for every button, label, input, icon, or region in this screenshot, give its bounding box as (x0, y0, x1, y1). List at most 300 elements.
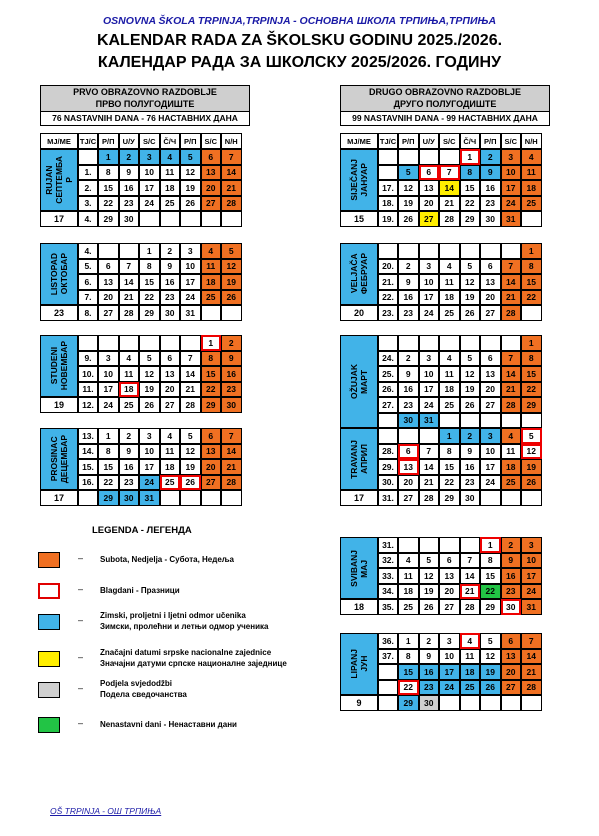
legend-swatch (38, 552, 60, 568)
week-number: 30. (378, 475, 398, 491)
day-cell: 29 (480, 599, 501, 615)
day-cell: 16 (480, 180, 501, 196)
day-cell: 2 (119, 149, 140, 165)
week-number: 31. (378, 537, 398, 553)
day-cell: 21 (419, 475, 440, 491)
day-cell: 9 (221, 351, 242, 367)
week-number (378, 413, 398, 429)
day-cell: 19 (398, 196, 419, 212)
month-name: VELJAČA ФЕБРУАР (349, 253, 369, 295)
day-cell: 8 (480, 553, 501, 569)
day-cell: 4 (160, 428, 181, 444)
day-cell (180, 490, 201, 506)
day-cell: 11 (439, 274, 460, 290)
day-cell: 18 (160, 459, 181, 475)
month-label (340, 149, 378, 211)
month-name: LIPANJ ЈУН (349, 649, 369, 679)
week-number: 18. (378, 196, 398, 212)
day-cell (119, 335, 140, 351)
day-cell: 21 (439, 196, 460, 212)
day-cell: 31 (139, 490, 160, 506)
day-cell: 23 (480, 196, 501, 212)
day-cell: 2 (119, 428, 140, 444)
day-cell (501, 490, 522, 506)
day-cell: 28 (501, 397, 522, 413)
day-cell: 25 (160, 475, 181, 491)
day-cell (98, 335, 119, 351)
day-cell: 17 (139, 180, 160, 196)
day-cell: 23 (160, 290, 181, 306)
month-teaching-days: 20 (340, 305, 378, 321)
day-cell: 25 (460, 680, 481, 696)
day-cell: 3 (501, 149, 522, 165)
day-cell: 30 (119, 490, 140, 506)
day-cell: 28 (221, 475, 242, 491)
day-cell: 1 (201, 335, 222, 351)
day-cell: 14 (521, 649, 542, 665)
day-cell: 29 (460, 211, 481, 227)
week-number: 35. (378, 599, 398, 615)
week-number: 23. (378, 305, 398, 321)
day-header-cell: P/П (98, 133, 119, 149)
day-cell: 26 (480, 680, 501, 696)
day-cell: 4 (439, 351, 460, 367)
month-label (340, 537, 378, 599)
day-cell: 15 (439, 459, 460, 475)
month-label (340, 428, 378, 490)
day-cell: 16 (160, 274, 181, 290)
day-cell: 4 (160, 149, 181, 165)
day-cell: 9 (398, 366, 419, 382)
day-header-cell: S/C (439, 133, 460, 149)
day-cell: 18 (501, 459, 522, 475)
day-cell: 6 (501, 633, 522, 649)
day-cell: 1 (398, 633, 419, 649)
day-cell: 18 (460, 664, 481, 680)
day-cell (521, 413, 542, 429)
day-header-cell: TJ/C (78, 133, 98, 149)
day-cell: 25 (501, 475, 522, 491)
month-name: SIJEČANJ ЈАНУАР (349, 159, 369, 201)
day-cell: 17 (439, 664, 460, 680)
day-cell: 7 (501, 351, 522, 367)
day-cell: 20 (480, 382, 501, 398)
day-header-cell: P/П (398, 133, 419, 149)
day-cell (501, 413, 522, 429)
day-cell: 9 (460, 444, 481, 460)
day-cell: 26 (180, 196, 201, 212)
week-number (378, 695, 398, 711)
day-cell (501, 335, 522, 351)
day-cell: 19 (521, 459, 542, 475)
day-cell: 10 (480, 444, 501, 460)
legend-dash: – (78, 652, 84, 662)
day-cell: 11 (501, 444, 522, 460)
day-cell (501, 695, 522, 711)
legend-swatch (38, 682, 60, 698)
day-cell: 7 (501, 259, 522, 275)
day-cell: 2 (160, 243, 181, 259)
day-cell (460, 413, 481, 429)
day-cell (521, 305, 542, 321)
day-cell (180, 211, 201, 227)
day-cell: 1 (480, 537, 501, 553)
day-cell: 6 (98, 259, 119, 275)
week-number: 8. (78, 305, 98, 321)
month-teaching-days: 17 (40, 211, 78, 227)
day-cell: 1 (521, 335, 542, 351)
day-cell: 1 (98, 149, 119, 165)
day-cell (480, 490, 501, 506)
month-name: PROSINAC ДЕЦЕМБАР (49, 434, 69, 484)
semester-1-title: PRVO OBRAZOVNO RAZDOBLJE (73, 87, 217, 97)
day-cell: 22 (439, 475, 460, 491)
day-cell: 12 (221, 259, 242, 275)
day-cell: 10 (98, 366, 119, 382)
day-cell: 20 (419, 196, 440, 212)
day-cell: 23 (501, 584, 522, 600)
week-number (378, 149, 398, 165)
day-cell: 11 (160, 444, 181, 460)
day-cell: 5 (480, 633, 501, 649)
day-cell: 25 (521, 196, 542, 212)
week-number (378, 428, 398, 444)
day-cell (439, 149, 460, 165)
day-cell: 20 (398, 475, 419, 491)
day-cell (419, 537, 440, 553)
day-header-cell: N/H (221, 133, 242, 149)
day-header-cell: Č/Ч (460, 133, 481, 149)
day-cell (221, 305, 242, 321)
day-cell: 15 (98, 459, 119, 475)
day-cell: 29 (139, 305, 160, 321)
week-number: 3. (78, 196, 98, 212)
legend-label: Značajni datumi srpske nacionalne zajednice Значајни датуми српске националне заједнице (100, 648, 287, 668)
week-number: 4. (78, 211, 98, 227)
legend-label: Blagdani - Празници (100, 586, 180, 595)
day-cell: 15 (98, 180, 119, 196)
day-cell: 16 (460, 459, 481, 475)
week-number: 27. (378, 397, 398, 413)
semester-2-subtitle: ДРУГО ПОЛУГОДИШТЕ (393, 99, 497, 109)
day-cell: 12 (180, 444, 201, 460)
day-header-cell: S/C (139, 133, 160, 149)
month-label (340, 335, 378, 428)
day-cell: 25 (119, 397, 140, 413)
day-cell: 28 (419, 490, 440, 506)
day-cell: 20 (501, 664, 522, 680)
day-header-cell: U/У (119, 133, 140, 149)
day-cell: 5 (139, 351, 160, 367)
day-cell: 3 (419, 351, 440, 367)
day-cell: 16 (419, 664, 440, 680)
day-cell: 27 (98, 305, 119, 321)
legend-dash: – (78, 553, 84, 563)
day-cell: 4 (398, 553, 419, 569)
day-cell: 29 (439, 490, 460, 506)
day-cell: 13 (501, 649, 522, 665)
week-number (78, 490, 98, 506)
day-cell (521, 490, 542, 506)
week-number: 19. (378, 211, 398, 227)
day-cell: 2 (221, 335, 242, 351)
day-cell: 13 (480, 366, 501, 382)
day-cell: 17 (98, 382, 119, 398)
day-cell: 20 (201, 180, 222, 196)
week-number: 14. (78, 444, 98, 460)
week-number: 5. (78, 259, 98, 275)
day-cell: 31 (521, 599, 542, 615)
day-header-cell: S/C (501, 133, 522, 149)
week-number: 16. (78, 475, 98, 491)
legend-swatch (38, 651, 60, 667)
day-cell (439, 243, 460, 259)
day-cell (439, 537, 460, 553)
day-cell: 3 (139, 428, 160, 444)
day-cell: 6 (419, 165, 440, 181)
day-cell: 28 (439, 211, 460, 227)
day-cell: 19 (180, 459, 201, 475)
day-cell: 27 (439, 599, 460, 615)
day-cell: 12 (139, 366, 160, 382)
month-label (40, 428, 78, 490)
day-cell (139, 211, 160, 227)
week-number: 22. (378, 290, 398, 306)
day-cell: 11 (439, 366, 460, 382)
day-cell: 10 (139, 444, 160, 460)
day-cell: 25 (160, 196, 181, 212)
school-name: OSNOVNA ŠKOLA TRPINJA,TRPINJA - ОСНОВНА ШКОЛА ТРПИЊА,ТРПИЊА (102, 15, 497, 27)
week-number (378, 664, 398, 680)
day-cell (201, 305, 222, 321)
day-cell: 13 (439, 568, 460, 584)
day-cell: 4 (119, 351, 140, 367)
day-cell: 13 (201, 444, 222, 460)
day-cell: 7 (180, 351, 201, 367)
day-cell (419, 149, 440, 165)
day-cell: 7 (119, 259, 140, 275)
day-cell (460, 537, 481, 553)
day-cell (460, 243, 481, 259)
day-cell: 26 (221, 290, 242, 306)
day-cell: 28 (460, 599, 481, 615)
day-cell: 25 (398, 599, 419, 615)
day-cell: 18 (398, 584, 419, 600)
legend-dash: – (78, 584, 84, 594)
day-cell (439, 335, 460, 351)
month-label (340, 243, 378, 305)
day-cell (221, 211, 242, 227)
day-cell (480, 243, 501, 259)
day-cell: 4 (521, 149, 542, 165)
day-cell: 14 (119, 274, 140, 290)
day-cell: 12 (419, 568, 440, 584)
day-cell: 16 (398, 290, 419, 306)
day-cell: 7 (439, 165, 460, 181)
day-cell: 6 (201, 149, 222, 165)
day-cell: 14 (419, 459, 440, 475)
day-cell: 17 (480, 459, 501, 475)
day-cell: 26 (521, 475, 542, 491)
day-cell: 22 (460, 196, 481, 212)
day-cell (419, 335, 440, 351)
month-name: LISTOPAD ОКТОБАР (49, 252, 69, 296)
day-cell: 4 (439, 259, 460, 275)
day-cell: 24 (439, 680, 460, 696)
month-label (40, 149, 78, 211)
month-label (40, 335, 78, 397)
week-number: 4. (78, 243, 98, 259)
day-cell: 28 (521, 680, 542, 696)
day-cell: 14 (460, 568, 481, 584)
day-cell: 25 (439, 305, 460, 321)
week-number: 24. (378, 351, 398, 367)
day-cell (398, 428, 419, 444)
day-cell: 20 (160, 382, 181, 398)
day-cell: 8 (398, 649, 419, 665)
day-cell: 17 (180, 274, 201, 290)
day-cell: 9 (398, 274, 419, 290)
day-cell: 21 (119, 290, 140, 306)
week-number (378, 243, 398, 259)
day-cell: 9 (419, 649, 440, 665)
day-cell: 9 (160, 259, 181, 275)
day-cell: 14 (501, 274, 522, 290)
legend-swatch (38, 614, 60, 630)
week-number: 21. (378, 274, 398, 290)
day-cell: 16 (398, 382, 419, 398)
day-cell: 9 (119, 444, 140, 460)
day-cell: 18 (119, 382, 140, 398)
day-cell: 20 (98, 290, 119, 306)
day-cell: 30 (160, 305, 181, 321)
week-number: 13. (78, 428, 98, 444)
legend-label: Podjela svjedodžbi Подела сведочанства (100, 679, 187, 699)
day-cell: 27 (201, 196, 222, 212)
day-cell: 19 (139, 382, 160, 398)
day-cell (398, 335, 419, 351)
day-cell: 14 (439, 180, 460, 196)
day-cell: 6 (201, 428, 222, 444)
day-cell (180, 335, 201, 351)
day-cell: 5 (398, 165, 419, 181)
legend-swatch (38, 583, 60, 599)
day-cell (521, 211, 542, 227)
day-cell: 5 (180, 149, 201, 165)
day-cell: 2 (398, 351, 419, 367)
day-cell: 17 (139, 459, 160, 475)
day-cell: 20 (201, 459, 222, 475)
day-cell: 21 (221, 459, 242, 475)
day-cell: 26 (398, 211, 419, 227)
day-cell: 18 (160, 180, 181, 196)
month-teaching-days: 15 (340, 211, 378, 227)
month-name: RUJAN СЕПТЕМБА Р (44, 156, 74, 204)
month-name: TRAVANJ АПРИЛ (349, 439, 369, 479)
day-cell: 26 (419, 599, 440, 615)
day-cell: 28 (501, 305, 522, 321)
day-cell: 13 (201, 165, 222, 181)
day-cell: 22 (98, 475, 119, 491)
day-cell: 9 (480, 165, 501, 181)
day-cell: 23 (221, 382, 242, 398)
week-number: 15. (78, 459, 98, 475)
week-number: 26. (378, 382, 398, 398)
day-cell: 31 (180, 305, 201, 321)
day-cell: 24 (139, 196, 160, 212)
footer: OŠ TRPINJA - ОШ ТРПИЊА (50, 806, 162, 816)
day-cell: 2 (501, 537, 522, 553)
day-cell: 21 (180, 382, 201, 398)
day-cell: 21 (521, 664, 542, 680)
day-cell: 6 (398, 444, 419, 460)
day-cell: 3 (480, 428, 501, 444)
day-cell: 8 (201, 351, 222, 367)
day-cell (521, 695, 542, 711)
day-cell: 23 (119, 475, 140, 491)
month-name: STUDENI НОВЕМБАР (49, 341, 69, 391)
day-cell: 27 (480, 397, 501, 413)
day-cell: 10 (180, 259, 201, 275)
day-cell: 1 (139, 243, 160, 259)
day-cell: 15 (521, 274, 542, 290)
day-cell: 10 (419, 274, 440, 290)
day-cell: 29 (398, 695, 419, 711)
day-cell: 8 (139, 259, 160, 275)
day-cell: 12 (460, 274, 481, 290)
week-number: 9. (78, 351, 98, 367)
day-cell: 10 (139, 165, 160, 181)
day-cell: 14 (501, 366, 522, 382)
day-cell: 8 (439, 444, 460, 460)
day-cell: 23 (419, 680, 440, 696)
week-number: 28. (378, 444, 398, 460)
page-title-latin: KALENDAR RADA ZA ŠKOLSKU GODINU 2025./2026. (96, 32, 503, 49)
day-cell: 19 (180, 180, 201, 196)
semester-1-subtitle: ПРВО ПОЛУГОДИШТЕ (95, 99, 195, 109)
month-teaching-days: 17 (40, 490, 78, 506)
legend-dash: – (78, 615, 84, 625)
day-cell: 24 (98, 397, 119, 413)
day-cell: 28 (221, 196, 242, 212)
day-cell: 12 (180, 165, 201, 181)
day-cell: 1 (439, 428, 460, 444)
day-cell: 22 (98, 196, 119, 212)
day-cell (439, 695, 460, 711)
day-cell (439, 413, 460, 429)
day-cell (398, 537, 419, 553)
day-cell: 19 (460, 382, 481, 398)
month-label (40, 243, 78, 305)
day-cell: 5 (460, 351, 481, 367)
week-number: 25. (378, 366, 398, 382)
day-header-cell: TJ/C (378, 133, 398, 149)
semester-1-header (40, 85, 250, 112)
day-cell: 22 (521, 290, 542, 306)
week-number: 34. (378, 584, 398, 600)
day-cell: 28 (180, 397, 201, 413)
week-number: 10. (78, 366, 98, 382)
day-cell: 22 (201, 382, 222, 398)
day-cell: 10 (419, 366, 440, 382)
day-cell: 13 (419, 180, 440, 196)
day-cell: 10 (501, 165, 522, 181)
day-cell: 23 (119, 196, 140, 212)
day-cell: 24 (180, 290, 201, 306)
week-number: 12. (78, 397, 98, 413)
day-cell: 26 (180, 475, 201, 491)
week-number: 29. (378, 459, 398, 475)
